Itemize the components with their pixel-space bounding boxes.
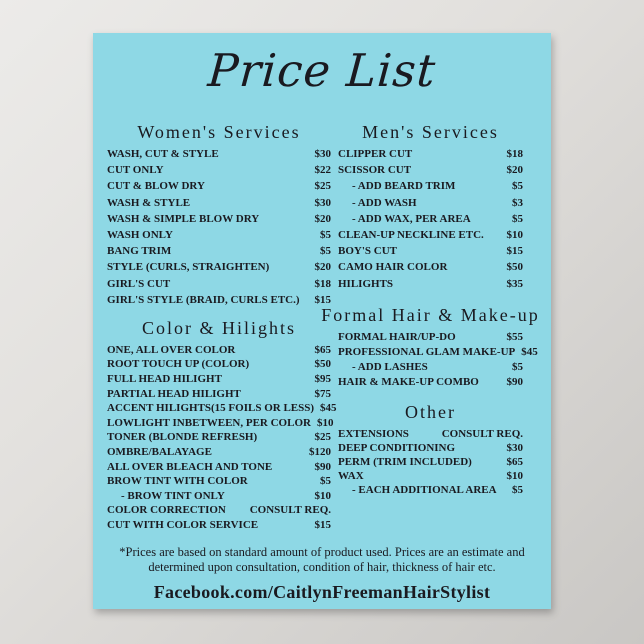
service-name: ALL OVER BLEACH AND TONE xyxy=(107,460,273,473)
section-header: Women's Services xyxy=(137,122,301,142)
service-price: $55 xyxy=(506,330,523,343)
price-row xyxy=(338,213,523,229)
price-row xyxy=(107,504,331,519)
price-row xyxy=(338,278,523,294)
service-name: FORMAL HAIR/UP-DO xyxy=(338,330,456,343)
price-row xyxy=(107,164,331,180)
price-row xyxy=(338,470,523,484)
service-name: WASH ONLY xyxy=(107,228,173,241)
service-price: $75 xyxy=(314,387,331,400)
price-row xyxy=(338,148,523,164)
service-price: CONSULT REQ. xyxy=(249,504,331,517)
service-price: $5 xyxy=(320,475,331,488)
service-name: ACCENT HILIGHTS(15 FOILS OR LESS) xyxy=(107,402,315,415)
service-price: $5 xyxy=(512,360,523,373)
service-name: BROW TINT WITH COLOR xyxy=(107,475,248,488)
service-price: $35 xyxy=(506,277,523,290)
service-name: FULL HEAD HILIGHT xyxy=(107,373,222,386)
service-name: - ADD BEARD TRIM xyxy=(352,180,456,193)
poster-title: Price List xyxy=(206,44,438,97)
service-price: $30 xyxy=(314,148,331,160)
service-price: $15 xyxy=(314,519,331,531)
service-price: $10 xyxy=(506,470,523,483)
service-price: $18 xyxy=(314,277,331,290)
service-name: EXTENSIONS xyxy=(338,427,409,440)
service-name: DEEP CONDITIONING xyxy=(338,441,456,454)
price-row xyxy=(338,361,523,376)
service-price: $15 xyxy=(314,293,331,306)
service-price: $45 xyxy=(521,345,538,358)
service-price: $50 xyxy=(506,261,523,274)
service-name: HILIGHTS xyxy=(338,277,394,290)
service-price: $25 xyxy=(314,431,331,444)
price-row xyxy=(107,388,331,403)
service-price: $45 xyxy=(320,402,337,415)
service-price: $15 xyxy=(506,245,523,258)
section-color-hilights xyxy=(107,317,337,534)
price-row xyxy=(107,278,331,294)
price-disclaimer xyxy=(107,545,537,575)
disclaimer-line-2: determined upon consultation, condition of hair, thickness of hair etc. xyxy=(148,559,496,574)
price-row xyxy=(107,475,331,490)
service-name: WASH & SIMPLE BLOW DRY xyxy=(107,212,260,225)
price-row xyxy=(107,416,334,432)
service-name: - EACH ADDITIONAL AREA xyxy=(352,484,497,497)
price-row xyxy=(338,229,523,245)
price-row xyxy=(338,376,523,391)
service-price: $10 xyxy=(314,489,331,502)
service-name: CUT & BLOW DRY xyxy=(107,180,205,193)
service-price: $20 xyxy=(506,164,523,177)
service-name: COLOR CORRECTION xyxy=(107,504,226,517)
disclaimer-line-1: *Prices are based on standard amount of product used. Prices are an estimate and xyxy=(119,544,525,559)
price-row xyxy=(107,261,331,277)
service-price: $5 xyxy=(512,212,523,225)
service-price: $20 xyxy=(314,212,331,225)
service-name: - ADD WAX, PER AREA xyxy=(352,212,471,225)
service-price: $50 xyxy=(314,358,331,371)
service-price: $3 xyxy=(512,196,523,209)
poster-columns xyxy=(107,121,540,541)
service-price: $25 xyxy=(314,180,331,193)
price-row xyxy=(107,446,331,461)
service-name: ONE, ALL OVER COLOR xyxy=(107,343,236,356)
service-name: TONER (BLONDE REFRESH) xyxy=(107,431,258,444)
price-row xyxy=(107,294,331,310)
price-row xyxy=(107,197,331,213)
service-price: $65 xyxy=(314,343,331,356)
service-name: BOY'S CUT xyxy=(338,245,397,258)
service-price: $10 xyxy=(316,416,334,429)
service-price: $18 xyxy=(506,148,523,160)
price-row xyxy=(107,373,331,388)
price-row xyxy=(107,490,331,505)
price-row xyxy=(107,431,331,446)
price-row xyxy=(338,484,523,498)
service-price: $22 xyxy=(314,164,331,177)
service-name: WASH, CUT & STYLE xyxy=(107,148,219,160)
service-price: $5 xyxy=(320,245,331,258)
price-row xyxy=(107,402,337,417)
price-row xyxy=(107,358,331,373)
service-name: WAX xyxy=(338,470,364,483)
service-name: STYLE (CURLS, STRAIGHTEN) xyxy=(107,261,270,274)
service-name: SCISSOR CUT xyxy=(338,164,412,177)
price-row xyxy=(338,428,523,442)
service-name: - BROW TINT ONLY xyxy=(121,489,225,502)
price-row xyxy=(107,519,331,534)
price-row xyxy=(338,456,523,470)
price-row xyxy=(338,442,523,456)
service-name: OMBRE/BALAYAGE xyxy=(107,446,212,459)
service-name: - ADD LASHES xyxy=(352,360,428,373)
service-name: PERM (TRIM INCLUDED) xyxy=(338,456,472,469)
price-row xyxy=(107,148,331,164)
price-row xyxy=(107,213,331,229)
service-price: $65 xyxy=(506,456,523,469)
section-other xyxy=(338,401,523,499)
service-name: LOWLIGHT INBETWEEN, PER COLOR xyxy=(107,416,311,429)
facebook-url: Facebook.com/CaitlynFreemanHairStylist xyxy=(153,581,491,602)
service-name: ROOT TOUCH UP (COLOR) xyxy=(107,358,250,371)
service-name: CLEAN-UP NECKLINE ETC. xyxy=(338,228,484,241)
service-name: BANG TRIM xyxy=(107,245,172,258)
service-name: CUT ONLY xyxy=(107,164,164,177)
service-name: GIRL'S CUT xyxy=(107,277,171,290)
service-price: $95 xyxy=(314,373,331,386)
service-price: CONSULT REQ. xyxy=(441,427,523,440)
price-row xyxy=(107,180,331,196)
price-row xyxy=(338,261,523,277)
service-name: GIRL'S STYLE (BRAID, CURLS ETC.) xyxy=(107,293,300,306)
section-men-s-services xyxy=(338,121,523,294)
section-header: Formal Hair & Make-up xyxy=(321,304,540,325)
service-price: $90 xyxy=(506,375,523,388)
section-women-s-services xyxy=(107,121,331,310)
service-price: $90 xyxy=(314,460,331,473)
service-price: $20 xyxy=(314,261,331,274)
section-header: Other xyxy=(405,401,456,422)
service-price: $30 xyxy=(506,441,523,454)
service-price: $5 xyxy=(320,228,331,241)
service-name: WASH & STYLE xyxy=(107,196,191,209)
service-name: - ADD WASH xyxy=(352,196,417,209)
price-row xyxy=(107,229,331,245)
price-list-poster xyxy=(93,33,551,609)
price-row xyxy=(338,345,538,361)
service-name: CAMO HAIR COLOR xyxy=(338,261,448,274)
service-name: CUT WITH COLOR SERVICE xyxy=(107,519,259,531)
service-price: $5 xyxy=(512,180,523,193)
price-row xyxy=(338,331,523,346)
section-header: Color & Hilights xyxy=(141,317,296,338)
price-row xyxy=(107,245,331,261)
service-name: PARTIAL HEAD HILIGHT xyxy=(107,387,241,400)
price-row xyxy=(338,245,523,261)
price-row xyxy=(107,461,331,476)
service-name: HAIR & MAKE-UP COMBO xyxy=(338,375,479,388)
column-left xyxy=(107,121,337,541)
price-row xyxy=(338,197,523,213)
service-price: $30 xyxy=(314,196,331,209)
price-row xyxy=(338,164,523,180)
section-header: Men's Services xyxy=(362,122,499,142)
service-name: CLIPPER CUT xyxy=(338,148,413,160)
service-price: $10 xyxy=(506,228,523,241)
service-price: $5 xyxy=(512,484,523,497)
price-row xyxy=(107,344,331,359)
price-row xyxy=(338,180,523,196)
service-price: $120 xyxy=(309,446,331,459)
service-name: PROFESSIONAL GLAM MAKE-UP xyxy=(338,345,516,358)
